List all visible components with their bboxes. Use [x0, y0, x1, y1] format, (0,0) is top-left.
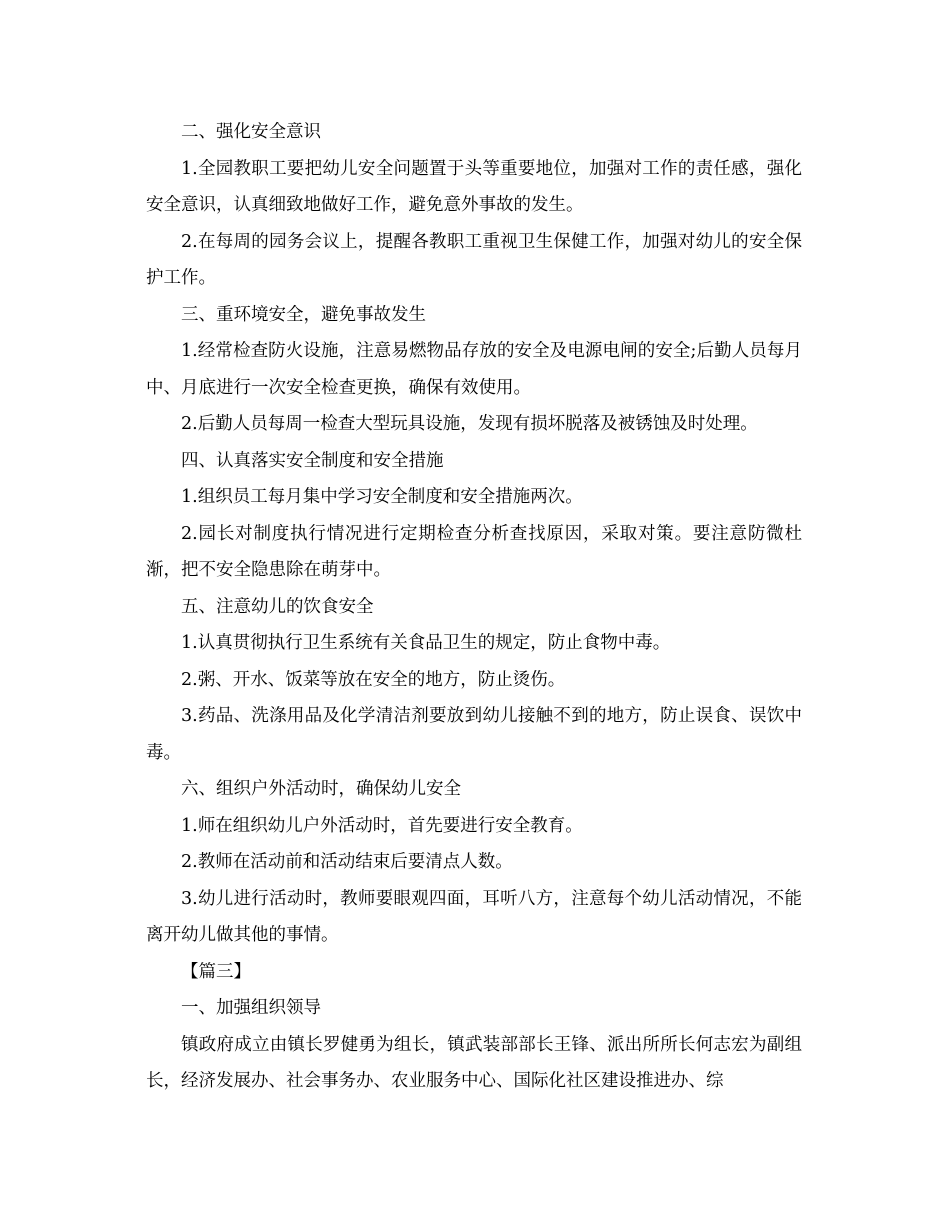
paragraph: 1.全园教职工要把幼儿安全问题置于头等重要地位，加强对工作的责任感，强化安全意识，认真细致地做好工作，避免意外事故的发生。: [146, 158, 802, 215]
paragraph: 3.药品、洗涤用品及化学清洁剂要放到幼儿接触不到的地方，防止误食、误饮中毒。: [146, 706, 802, 763]
section-heading: 三、重环境安全，避免事故发生: [181, 304, 426, 325]
paragraph: 1.师在组织幼儿户外活动时，首先要进行安全教育。: [181, 815, 583, 836]
paragraph: 2.粥、开水、饭菜等放在安全的地方，防止烫伤。: [181, 669, 566, 690]
section-heading: 四、认真落实安全制度和安全措施: [181, 450, 444, 471]
paragraph: 3.幼儿进行活动时，教师要眼观四面，耳听八方，注意每个幼儿活动情况，不能离开幼儿做其他的事情。: [146, 888, 802, 945]
section-heading: 五、注意幼儿的饮食安全: [181, 596, 374, 617]
section-heading: 二、强化安全意识: [181, 122, 321, 142]
paragraph: 1.认真贯彻执行卫生系统有关食品卫生的规定，防止食物中毒。: [181, 633, 671, 653]
paragraph: 2.教师在活动前和活动结束后要清点人数。: [181, 852, 513, 872]
paragraph: 2.园长对制度执行情况进行定期检查分析查找原因，采取对策。要注意防微杜渐，把不安全隐患除在萌芽中。: [146, 523, 802, 580]
section-heading: 一、加强组织领导: [181, 998, 321, 1018]
paragraph: 镇政府成立由镇长罗健勇为组长，镇武装部部长王锋、派出所所长何志宏为副组长，经济发展办、社会事务办、农业服务中心、国际化社区建设推进办、综: [146, 1034, 802, 1091]
paragraph: 2.后勤人员每周一检查大型玩具设施，发现有损坏脱落及被锈蚀及时处理。: [181, 414, 758, 434]
document-page: [146, 114, 802, 1100]
paragraph: 1.经常检查防火设施，注意易燃物品存放的安全及电源电闸的安全;后勤人员每月中、月底进行一次安全检查更换，确保有效使用。: [146, 341, 802, 398]
chapter-marker: 【篇三】: [181, 961, 251, 982]
paragraph: 1.组织员工每月集中学习安全制度和安全措施两次。: [181, 487, 583, 507]
paragraph: 2.在每周的园务会议上，提醒各教职工重视卫生保健工作，加强对幼儿的安全保护工作。: [146, 231, 802, 288]
section-heading: 六、组织户外活动时，确保幼儿安全: [181, 779, 461, 799]
